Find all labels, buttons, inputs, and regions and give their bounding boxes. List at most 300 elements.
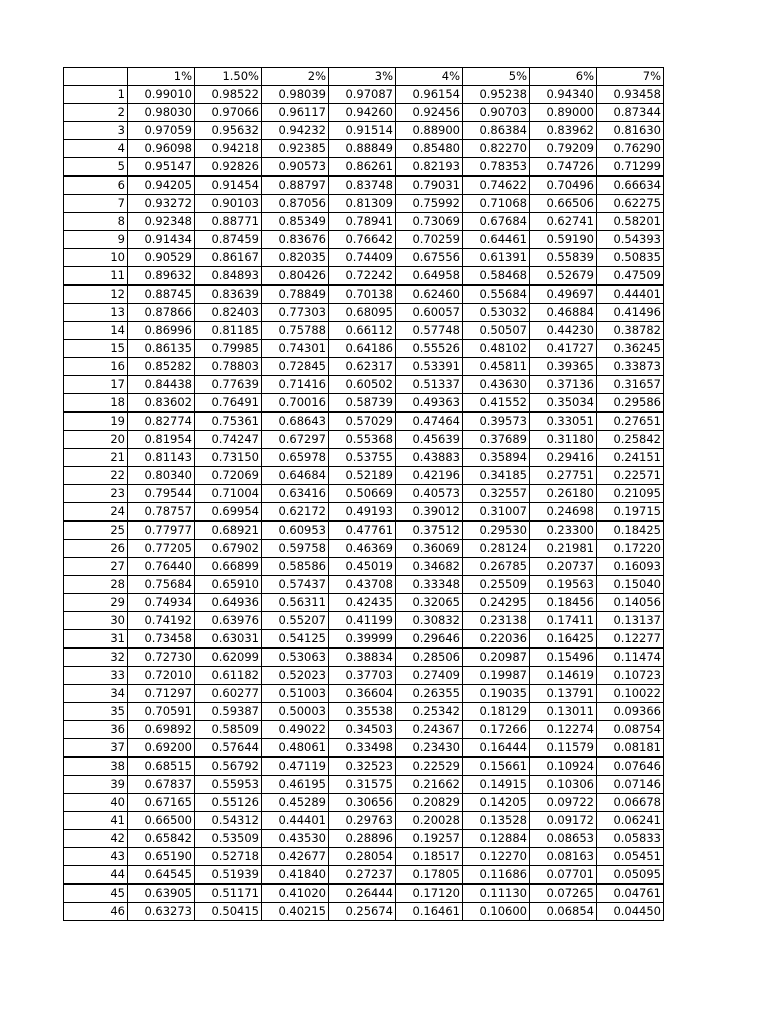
discount-factor-cell: 0.51939 xyxy=(195,866,262,885)
column-header-rate: 5% xyxy=(463,68,530,86)
discount-factor-cell: 0.66506 xyxy=(530,195,597,213)
discount-factor-cell: 0.61182 xyxy=(195,667,262,685)
discount-factor-cell: 0.29646 xyxy=(396,630,463,649)
corner-cell xyxy=(64,68,128,86)
period-cell: 40 xyxy=(64,794,128,812)
discount-factor-cell: 0.88745 xyxy=(128,285,195,304)
discount-factor-cell: 0.92456 xyxy=(396,104,463,122)
discount-factor-cell: 0.45019 xyxy=(329,558,396,576)
discount-factor-cell: 0.32557 xyxy=(463,485,530,503)
discount-factor-cell: 0.05095 xyxy=(597,866,664,885)
discount-factor-cell: 0.22571 xyxy=(597,467,664,485)
discount-factor-cell: 0.76440 xyxy=(128,558,195,576)
discount-factor-cell: 0.64545 xyxy=(128,866,195,885)
discount-factor-cell: 0.65842 xyxy=(128,830,195,848)
discount-factor-cell: 0.21095 xyxy=(597,485,664,503)
discount-factor-cell: 0.35034 xyxy=(530,394,597,413)
discount-factor-cell: 0.31007 xyxy=(463,503,530,522)
discount-factor-cell: 0.73069 xyxy=(396,213,463,231)
discount-factor-cell: 0.09722 xyxy=(530,794,597,812)
table-row xyxy=(64,594,664,612)
discount-factor-cell: 0.76642 xyxy=(329,231,396,249)
discount-factor-cell: 0.31575 xyxy=(329,776,396,794)
period-cell: 25 xyxy=(64,521,128,540)
discount-factor-cell: 0.43630 xyxy=(463,376,530,394)
discount-factor-cell: 0.80426 xyxy=(262,267,329,286)
discount-factor-cell: 0.63905 xyxy=(128,884,195,903)
table-row xyxy=(64,467,664,485)
column-header-rate: 1.50% xyxy=(195,68,262,86)
table-row xyxy=(64,903,664,921)
table-row xyxy=(64,866,664,885)
discount-factor-cell: 0.17411 xyxy=(530,612,597,630)
period-cell: 7 xyxy=(64,195,128,213)
discount-factor-cell: 0.89632 xyxy=(128,267,195,286)
column-header-rate: 4% xyxy=(396,68,463,86)
discount-factor-cell: 0.07701 xyxy=(530,866,597,885)
discount-factor-cell: 0.52189 xyxy=(329,467,396,485)
discount-factor-cell: 0.37136 xyxy=(530,376,597,394)
period-cell: 4 xyxy=(64,140,128,158)
discount-factor-cell: 0.11130 xyxy=(463,884,530,903)
discount-factor-cell: 0.34503 xyxy=(329,721,396,739)
discount-factor-cell: 0.48102 xyxy=(463,340,530,358)
discount-factor-cell: 0.54393 xyxy=(597,231,664,249)
discount-factor-cell: 0.68515 xyxy=(128,757,195,776)
discount-factor-cell: 0.12277 xyxy=(597,630,664,649)
table-row xyxy=(64,685,664,703)
discount-factor-cell: 0.59190 xyxy=(530,231,597,249)
discount-factor-cell: 0.95147 xyxy=(128,158,195,177)
discount-factor-cell: 0.73458 xyxy=(128,630,195,649)
discount-factor-cell: 0.27409 xyxy=(396,667,463,685)
discount-factor-cell: 0.62741 xyxy=(530,213,597,231)
discount-factor-cell: 0.83639 xyxy=(195,285,262,304)
discount-factor-cell: 0.24295 xyxy=(463,594,530,612)
table-row xyxy=(64,322,664,340)
discount-factor-cell: 0.26355 xyxy=(396,685,463,703)
discount-factor-cell: 0.43708 xyxy=(329,576,396,594)
discount-factor-cell: 0.86996 xyxy=(128,322,195,340)
discount-factor-cell: 0.78849 xyxy=(262,285,329,304)
period-cell: 17 xyxy=(64,376,128,394)
table-row xyxy=(64,757,664,776)
discount-factor-cell: 0.19715 xyxy=(597,503,664,522)
discount-factor-cell: 0.55953 xyxy=(195,776,262,794)
discount-factor-cell: 0.88900 xyxy=(396,122,463,140)
discount-factor-cell: 0.55207 xyxy=(262,612,329,630)
table-row xyxy=(64,521,664,540)
period-cell: 3 xyxy=(64,122,128,140)
period-cell: 20 xyxy=(64,431,128,449)
period-cell: 5 xyxy=(64,158,128,177)
column-header-rate: 3% xyxy=(329,68,396,86)
discount-factor-cell: 0.10924 xyxy=(530,757,597,776)
discount-factor-cell: 0.71416 xyxy=(262,376,329,394)
discount-factor-cell: 0.91454 xyxy=(195,176,262,195)
column-header-rate: 7% xyxy=(597,68,664,86)
discount-factor-cell: 0.04450 xyxy=(597,903,664,921)
discount-factor-cell: 0.77205 xyxy=(128,540,195,558)
discount-factor-cell: 0.92826 xyxy=(195,158,262,177)
discount-factor-cell: 0.77303 xyxy=(262,304,329,322)
discount-factor-cell: 0.36604 xyxy=(329,685,396,703)
discount-factor-cell: 0.73150 xyxy=(195,449,262,467)
discount-factor-cell: 0.50507 xyxy=(463,322,530,340)
discount-factor-cell: 0.11579 xyxy=(530,739,597,758)
discount-factor-cell: 0.68095 xyxy=(329,304,396,322)
discount-factor-cell: 0.82403 xyxy=(195,304,262,322)
discount-factor-cell: 0.80340 xyxy=(128,467,195,485)
table-row xyxy=(64,449,664,467)
discount-factor-cell: 0.57644 xyxy=(195,739,262,758)
discount-factor-cell: 0.50835 xyxy=(597,249,664,267)
discount-factor-cell: 0.19987 xyxy=(463,667,530,685)
discount-factor-cell: 0.52023 xyxy=(262,667,329,685)
discount-factor-cell: 0.87866 xyxy=(128,304,195,322)
period-cell: 32 xyxy=(64,648,128,667)
discount-factor-cell: 0.87056 xyxy=(262,195,329,213)
discount-factor-cell: 0.69892 xyxy=(128,721,195,739)
discount-factor-cell: 0.58509 xyxy=(195,721,262,739)
period-cell: 37 xyxy=(64,739,128,758)
discount-factor-cell: 0.72010 xyxy=(128,667,195,685)
discount-factor-cell: 0.58586 xyxy=(262,558,329,576)
discount-factor-cell: 0.72730 xyxy=(128,648,195,667)
discount-factor-cell: 0.39573 xyxy=(463,412,530,431)
discount-factor-cell: 0.82035 xyxy=(262,249,329,267)
discount-factor-cell: 0.25509 xyxy=(463,576,530,594)
discount-factor-cell: 0.25842 xyxy=(597,431,664,449)
table-row xyxy=(64,739,664,758)
discount-factor-cell: 0.66634 xyxy=(597,176,664,195)
period-cell: 33 xyxy=(64,667,128,685)
discount-factor-cell: 0.79031 xyxy=(396,176,463,195)
discount-factor-cell: 0.55368 xyxy=(329,431,396,449)
discount-factor-cell: 0.67902 xyxy=(195,540,262,558)
discount-factor-cell: 0.89000 xyxy=(530,104,597,122)
discount-factor-cell: 0.74247 xyxy=(195,431,262,449)
table-body xyxy=(64,86,664,921)
discount-factor-cell: 0.49193 xyxy=(329,503,396,522)
discount-factor-cell: 0.31657 xyxy=(597,376,664,394)
period-cell: 11 xyxy=(64,267,128,286)
discount-factor-cell: 0.76290 xyxy=(597,140,664,158)
discount-factor-cell: 0.06854 xyxy=(530,903,597,921)
column-header-rate: 2% xyxy=(262,68,329,86)
discount-factor-cell: 0.39012 xyxy=(396,503,463,522)
discount-factor-cell: 0.06678 xyxy=(597,794,664,812)
discount-factor-cell: 0.78353 xyxy=(463,158,530,177)
discount-factor-cell: 0.51337 xyxy=(396,376,463,394)
discount-factor-cell: 0.75361 xyxy=(195,412,262,431)
discount-factor-cell: 0.72069 xyxy=(195,467,262,485)
discount-factor-cell: 0.97059 xyxy=(128,122,195,140)
discount-factor-cell: 0.14619 xyxy=(530,667,597,685)
discount-factor-cell: 0.71297 xyxy=(128,685,195,703)
discount-factor-cell: 0.18517 xyxy=(396,848,463,866)
discount-factor-cell: 0.62317 xyxy=(329,358,396,376)
discount-factor-cell: 0.62172 xyxy=(262,503,329,522)
discount-factor-cell: 0.40215 xyxy=(262,903,329,921)
discount-factor-cell: 0.32065 xyxy=(396,594,463,612)
discount-factor-cell: 0.74301 xyxy=(262,340,329,358)
table-row xyxy=(64,340,664,358)
discount-factor-cell: 0.07646 xyxy=(597,757,664,776)
discount-factor-cell: 0.20829 xyxy=(396,794,463,812)
period-cell: 29 xyxy=(64,594,128,612)
discount-factor-cell: 0.22036 xyxy=(463,630,530,649)
table-row xyxy=(64,830,664,848)
table-row xyxy=(64,431,664,449)
discount-factor-cell: 0.27651 xyxy=(597,412,664,431)
table-row xyxy=(64,122,664,140)
period-cell: 35 xyxy=(64,703,128,721)
discount-factor-cell: 0.58201 xyxy=(597,213,664,231)
discount-factor-cell: 0.29586 xyxy=(597,394,664,413)
period-cell: 18 xyxy=(64,394,128,413)
period-cell: 42 xyxy=(64,830,128,848)
discount-factor-cell: 0.41496 xyxy=(597,304,664,322)
discount-factor-cell: 0.67165 xyxy=(128,794,195,812)
discount-factor-cell: 0.78803 xyxy=(195,358,262,376)
discount-factor-cell: 0.53509 xyxy=(195,830,262,848)
discount-factor-cell: 0.82774 xyxy=(128,412,195,431)
discount-factor-cell: 0.39365 xyxy=(530,358,597,376)
discount-factor-cell: 0.17120 xyxy=(396,884,463,903)
discount-factor-cell: 0.87344 xyxy=(597,104,664,122)
discount-factor-cell: 0.86384 xyxy=(463,122,530,140)
discount-factor-cell: 0.55839 xyxy=(530,249,597,267)
discount-factor-cell: 0.98039 xyxy=(262,86,329,104)
discount-factor-cell: 0.20987 xyxy=(463,648,530,667)
period-cell: 14 xyxy=(64,322,128,340)
discount-factor-cell: 0.41199 xyxy=(329,612,396,630)
discount-factor-cell: 0.10022 xyxy=(597,685,664,703)
discount-factor-cell: 0.62460 xyxy=(396,285,463,304)
discount-factor-cell: 0.36245 xyxy=(597,340,664,358)
table-row xyxy=(64,794,664,812)
discount-factor-cell: 0.18129 xyxy=(463,703,530,721)
discount-factor-cell: 0.20028 xyxy=(396,812,463,830)
discount-factor-cell: 0.86261 xyxy=(329,158,396,177)
discount-factor-cell: 0.96098 xyxy=(128,140,195,158)
table-row xyxy=(64,703,664,721)
discount-factor-cell: 0.51003 xyxy=(262,685,329,703)
header-row xyxy=(64,68,664,86)
discount-factor-cell: 0.50003 xyxy=(262,703,329,721)
discount-factor-cell: 0.06241 xyxy=(597,812,664,830)
discount-factor-cell: 0.29763 xyxy=(329,812,396,830)
discount-factor-cell: 0.87459 xyxy=(195,231,262,249)
discount-factor-cell: 0.40573 xyxy=(396,485,463,503)
discount-factor-cell: 0.45289 xyxy=(262,794,329,812)
table-row xyxy=(64,231,664,249)
discount-factor-cell: 0.71068 xyxy=(463,195,530,213)
discount-factor-cell: 0.70016 xyxy=(262,394,329,413)
discount-factor-cell: 0.50415 xyxy=(195,903,262,921)
discount-factor-cell: 0.98030 xyxy=(128,104,195,122)
period-cell: 44 xyxy=(64,866,128,885)
discount-factor-cell: 0.79209 xyxy=(530,140,597,158)
discount-factor-cell: 0.41727 xyxy=(530,340,597,358)
period-cell: 21 xyxy=(64,449,128,467)
period-cell: 30 xyxy=(64,612,128,630)
discount-factor-cell: 0.20737 xyxy=(530,558,597,576)
discount-factor-cell: 0.26180 xyxy=(530,485,597,503)
discount-factor-cell: 0.46884 xyxy=(530,304,597,322)
discount-factor-cell: 0.81309 xyxy=(329,195,396,213)
discount-factor-cell: 0.37703 xyxy=(329,667,396,685)
discount-factor-cell: 0.55126 xyxy=(195,794,262,812)
discount-factor-cell: 0.18425 xyxy=(597,521,664,540)
discount-factor-cell: 0.29530 xyxy=(463,521,530,540)
table-row xyxy=(64,104,664,122)
discount-factor-cell: 0.08163 xyxy=(530,848,597,866)
period-cell: 46 xyxy=(64,903,128,921)
discount-factor-cell: 0.47464 xyxy=(396,412,463,431)
discount-factor-cell: 0.46369 xyxy=(329,540,396,558)
discount-factor-cell: 0.34185 xyxy=(463,467,530,485)
period-cell: 24 xyxy=(64,503,128,522)
discount-factor-cell: 0.58739 xyxy=(329,394,396,413)
period-cell: 16 xyxy=(64,358,128,376)
discount-factor-cell: 0.62099 xyxy=(195,648,262,667)
table-row xyxy=(64,648,664,667)
discount-factor-cell: 0.38834 xyxy=(329,648,396,667)
discount-factor-cell: 0.14915 xyxy=(463,776,530,794)
discount-factor-cell: 0.57029 xyxy=(329,412,396,431)
discount-factor-cell: 0.41020 xyxy=(262,884,329,903)
discount-factor-table xyxy=(63,67,664,921)
discount-factor-cell: 0.26444 xyxy=(329,884,396,903)
discount-factor-cell: 0.46195 xyxy=(262,776,329,794)
discount-factor-cell: 0.75788 xyxy=(262,322,329,340)
period-cell: 12 xyxy=(64,285,128,304)
discount-factor-cell: 0.66500 xyxy=(128,812,195,830)
discount-factor-cell: 0.04761 xyxy=(597,884,664,903)
discount-factor-cell: 0.16444 xyxy=(463,739,530,758)
discount-factor-cell: 0.69200 xyxy=(128,739,195,758)
discount-factor-cell: 0.12884 xyxy=(463,830,530,848)
discount-factor-cell: 0.47761 xyxy=(329,521,396,540)
discount-factor-cell: 0.74934 xyxy=(128,594,195,612)
discount-factor-cell: 0.68643 xyxy=(262,412,329,431)
discount-factor-cell: 0.28896 xyxy=(329,830,396,848)
table-row xyxy=(64,195,664,213)
discount-factor-cell: 0.63416 xyxy=(262,485,329,503)
discount-factor-cell: 0.15040 xyxy=(597,576,664,594)
discount-factor-cell: 0.76491 xyxy=(195,394,262,413)
table-row xyxy=(64,558,664,576)
discount-factor-cell: 0.33873 xyxy=(597,358,664,376)
period-cell: 26 xyxy=(64,540,128,558)
table-row xyxy=(64,612,664,630)
discount-factor-cell: 0.16093 xyxy=(597,558,664,576)
table-row xyxy=(64,394,664,413)
discount-factor-cell: 0.27751 xyxy=(530,467,597,485)
discount-factor-cell: 0.67297 xyxy=(262,431,329,449)
discount-factor-cell: 0.44401 xyxy=(597,285,664,304)
discount-factor-cell: 0.47509 xyxy=(597,267,664,286)
table-row xyxy=(64,376,664,394)
discount-factor-cell: 0.10723 xyxy=(597,667,664,685)
period-cell: 39 xyxy=(64,776,128,794)
discount-factor-cell: 0.21662 xyxy=(396,776,463,794)
discount-factor-cell: 0.75684 xyxy=(128,576,195,594)
discount-factor-cell: 0.53032 xyxy=(463,304,530,322)
discount-factor-cell: 0.64461 xyxy=(463,231,530,249)
discount-factor-cell: 0.57437 xyxy=(262,576,329,594)
discount-factor-cell: 0.29416 xyxy=(530,449,597,467)
discount-factor-cell: 0.70591 xyxy=(128,703,195,721)
discount-factor-cell: 0.61391 xyxy=(463,249,530,267)
table-row xyxy=(64,213,664,231)
discount-factor-cell: 0.05833 xyxy=(597,830,664,848)
discount-factor-cell: 0.43530 xyxy=(262,830,329,848)
discount-factor-cell: 0.71004 xyxy=(195,485,262,503)
discount-factor-cell: 0.08181 xyxy=(597,739,664,758)
period-cell: 36 xyxy=(64,721,128,739)
discount-factor-cell: 0.16461 xyxy=(396,903,463,921)
discount-factor-cell: 0.33051 xyxy=(530,412,597,431)
discount-factor-cell: 0.60502 xyxy=(329,376,396,394)
discount-factor-cell: 0.81143 xyxy=(128,449,195,467)
table-row xyxy=(64,304,664,322)
discount-factor-cell: 0.63976 xyxy=(195,612,262,630)
discount-factor-cell: 0.48061 xyxy=(262,739,329,758)
discount-factor-cell: 0.17266 xyxy=(463,721,530,739)
discount-factor-cell: 0.96154 xyxy=(396,86,463,104)
discount-factor-cell: 0.23430 xyxy=(396,739,463,758)
discount-factor-cell: 0.90703 xyxy=(463,104,530,122)
discount-factor-cell: 0.14056 xyxy=(597,594,664,612)
discount-factor-cell: 0.77977 xyxy=(128,521,195,540)
discount-factor-cell: 0.63273 xyxy=(128,903,195,921)
discount-factor-cell: 0.66112 xyxy=(329,322,396,340)
table-row xyxy=(64,630,664,649)
discount-factor-cell: 0.84893 xyxy=(195,267,262,286)
table-row xyxy=(64,176,664,195)
discount-factor-cell: 0.17220 xyxy=(597,540,664,558)
discount-factor-cell: 0.21981 xyxy=(530,540,597,558)
discount-factor-cell: 0.52718 xyxy=(195,848,262,866)
discount-factor-cell: 0.14205 xyxy=(463,794,530,812)
discount-factor-cell: 0.52679 xyxy=(530,267,597,286)
discount-factor-cell: 0.69954 xyxy=(195,503,262,522)
discount-factor-cell: 0.19563 xyxy=(530,576,597,594)
discount-factor-cell: 0.33498 xyxy=(329,739,396,758)
discount-factor-cell: 0.38782 xyxy=(597,322,664,340)
table-row xyxy=(64,158,664,177)
discount-factor-cell: 0.65190 xyxy=(128,848,195,866)
discount-factor-cell: 0.07265 xyxy=(530,884,597,903)
discount-factor-cell: 0.88771 xyxy=(195,213,262,231)
discount-factor-cell: 0.27237 xyxy=(329,866,396,885)
discount-factor-cell: 0.81954 xyxy=(128,431,195,449)
period-cell: 38 xyxy=(64,757,128,776)
discount-factor-cell: 0.28506 xyxy=(396,648,463,667)
table-row xyxy=(64,540,664,558)
discount-factor-cell: 0.05451 xyxy=(597,848,664,866)
discount-factor-cell: 0.94340 xyxy=(530,86,597,104)
discount-factor-cell: 0.67684 xyxy=(463,213,530,231)
discount-factor-cell: 0.34682 xyxy=(396,558,463,576)
discount-factor-cell: 0.17805 xyxy=(396,866,463,885)
period-cell: 1 xyxy=(64,86,128,104)
discount-factor-cell: 0.94205 xyxy=(128,176,195,195)
discount-factor-cell: 0.54312 xyxy=(195,812,262,830)
